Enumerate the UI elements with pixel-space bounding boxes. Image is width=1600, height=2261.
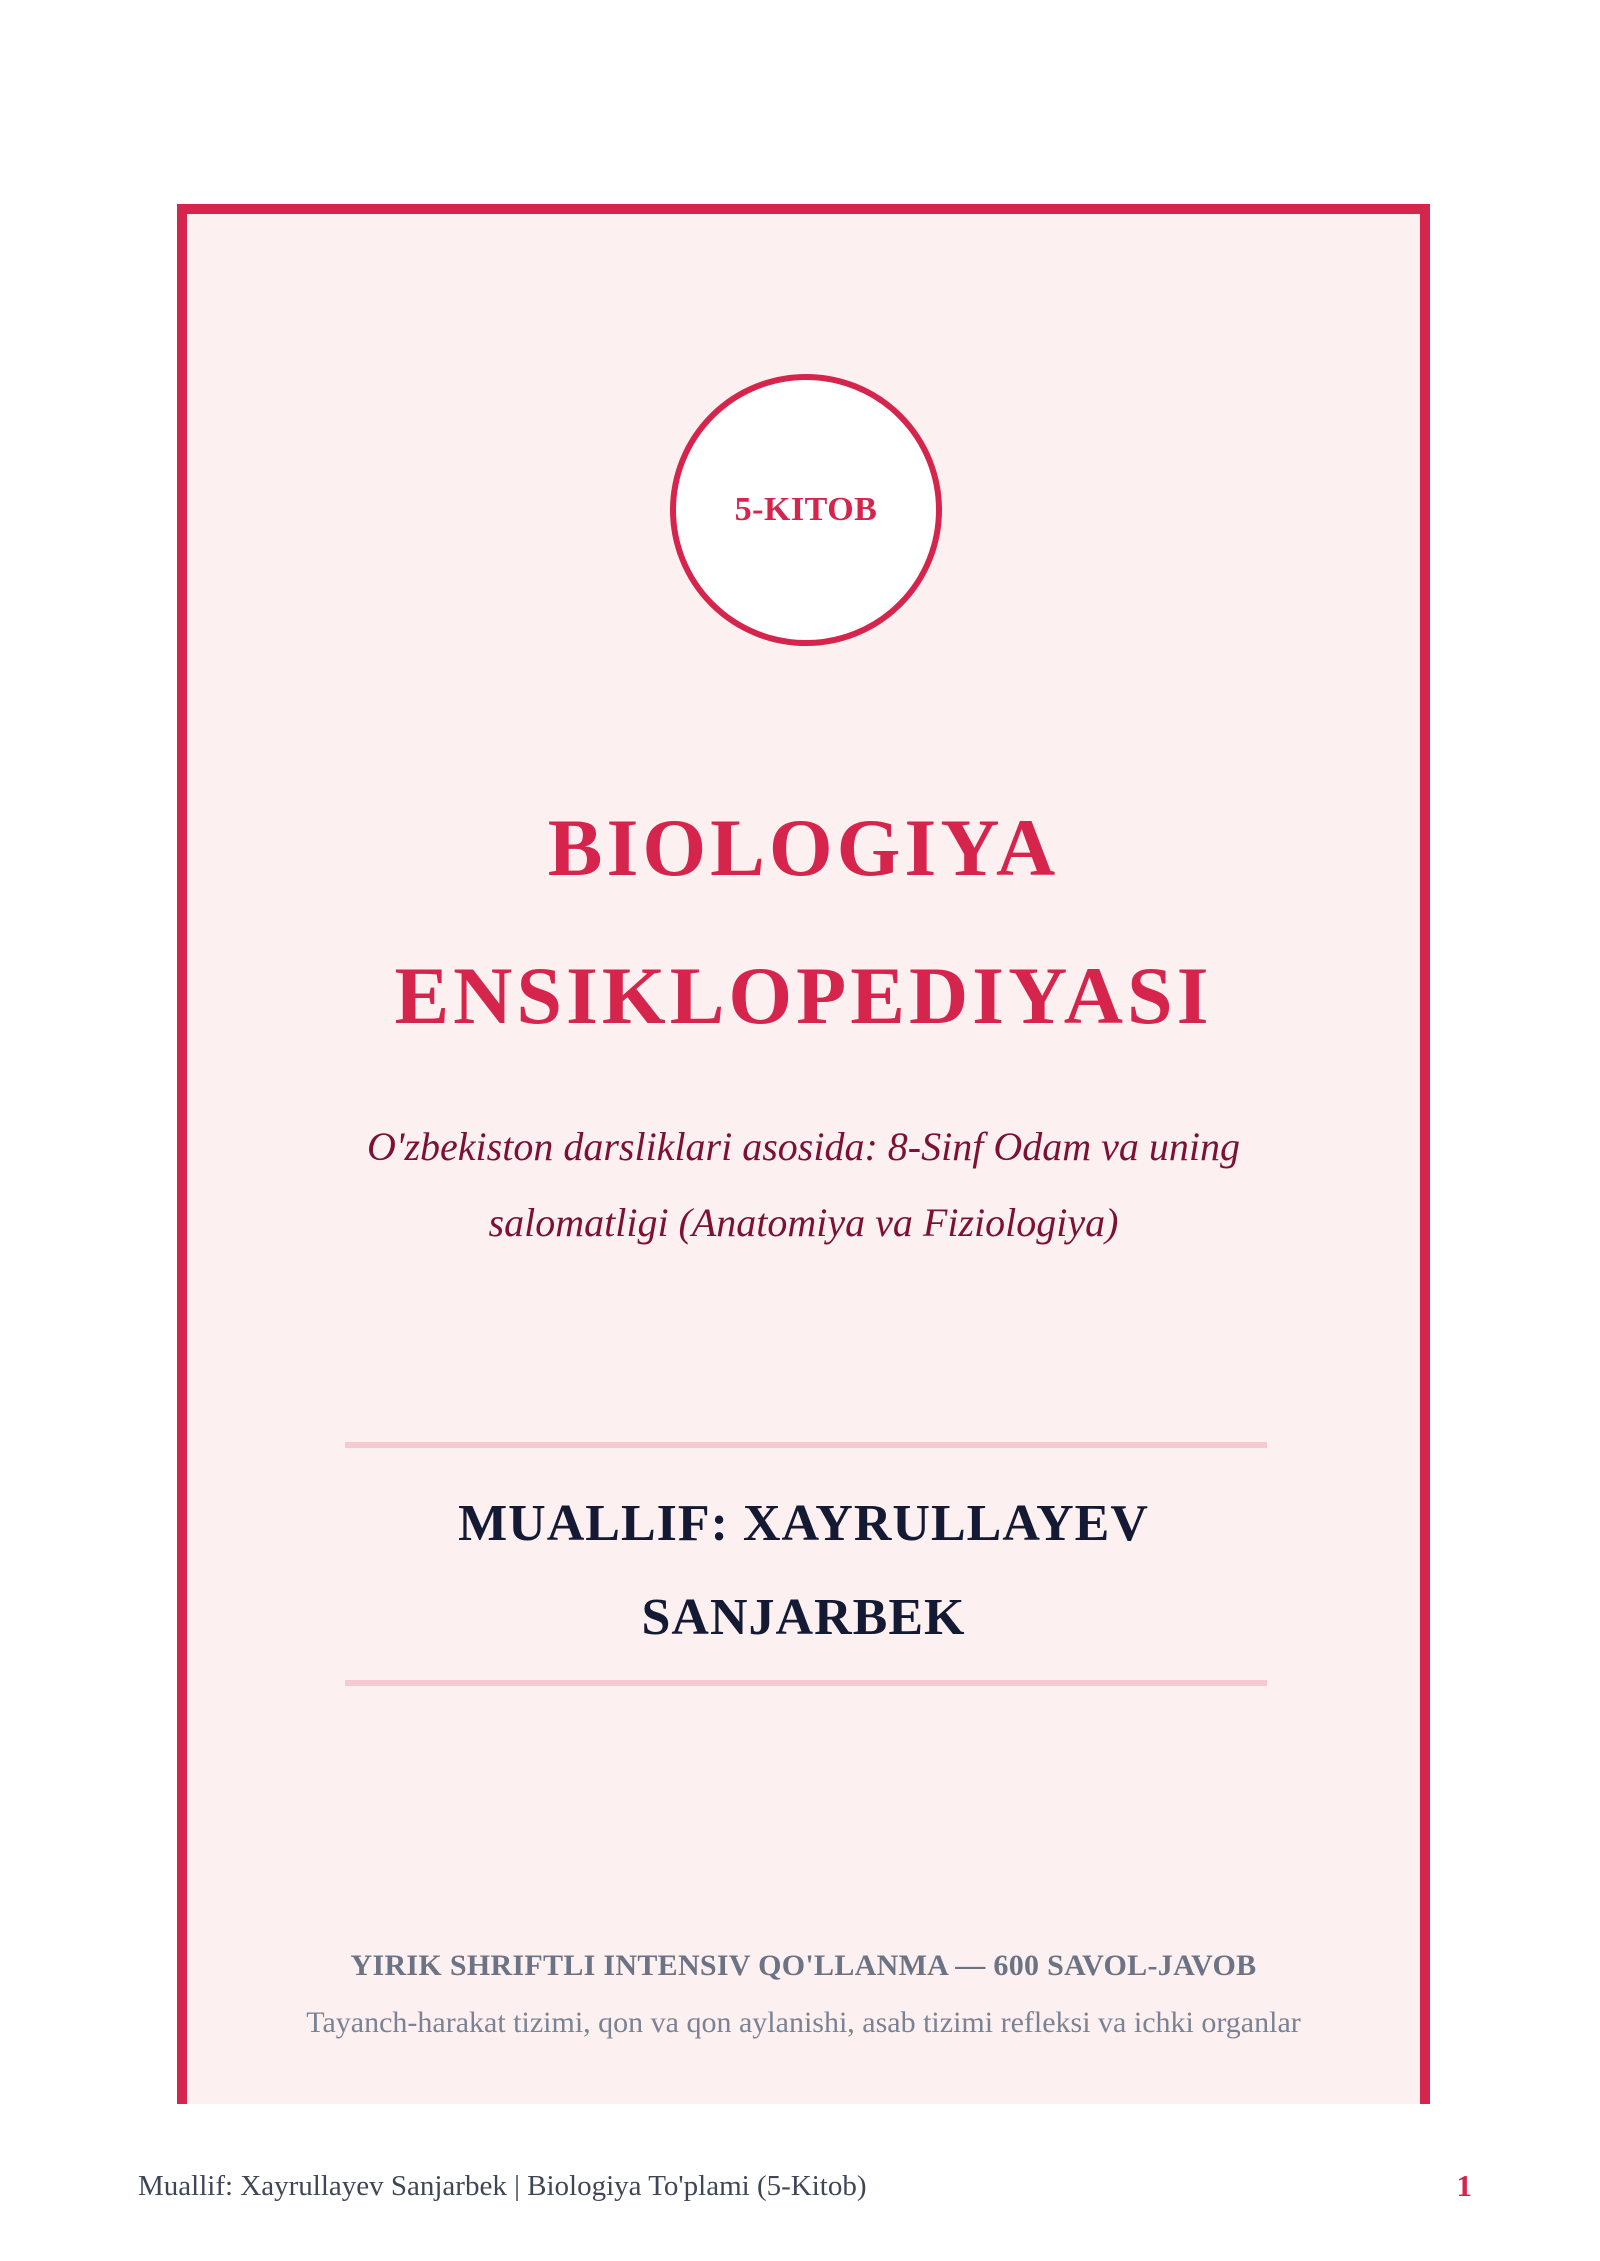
book-cover xyxy=(177,204,1430,2104)
page-footer-text: Muallif: Xayrullayev Sanjarbek | Biologiya To'plami (5-Kitob) xyxy=(138,2170,867,2202)
book-title-line-1: BIOLOGIYA xyxy=(547,802,1060,893)
author-block xyxy=(287,1477,1320,1665)
page-number: 1 xyxy=(1456,2168,1472,2203)
author-line-1: MUALLIF: XAYRULLAYEV xyxy=(458,1495,1149,1552)
book-title-line-2: ENSIKLOPEDIYASI xyxy=(394,950,1213,1041)
book-number-badge xyxy=(670,374,942,646)
book-number-label: 5-KITOB xyxy=(734,491,878,528)
book-subtitle: O'zbekiston darsliklari asosida: 8-Sinf Odam va uning salomatligi (Anatomiya va Fiziologiya) xyxy=(367,1124,1240,1245)
author-divider-bottom xyxy=(345,1680,1267,1686)
topics-description: Tayanch-harakat tizimi, qon va qon aylanishi, asab tizimi refleksi va ichki organlar xyxy=(306,2006,1301,2039)
author-line-2: SANJARBEK xyxy=(641,1589,966,1646)
book-title xyxy=(187,774,1420,1070)
author-divider-top xyxy=(345,1442,1267,1448)
guide-tagline: YIRIK SHRIFTLI INTENSIV QO'LLANMA — 600 SAVOL-JAVOB xyxy=(350,1949,1257,1982)
